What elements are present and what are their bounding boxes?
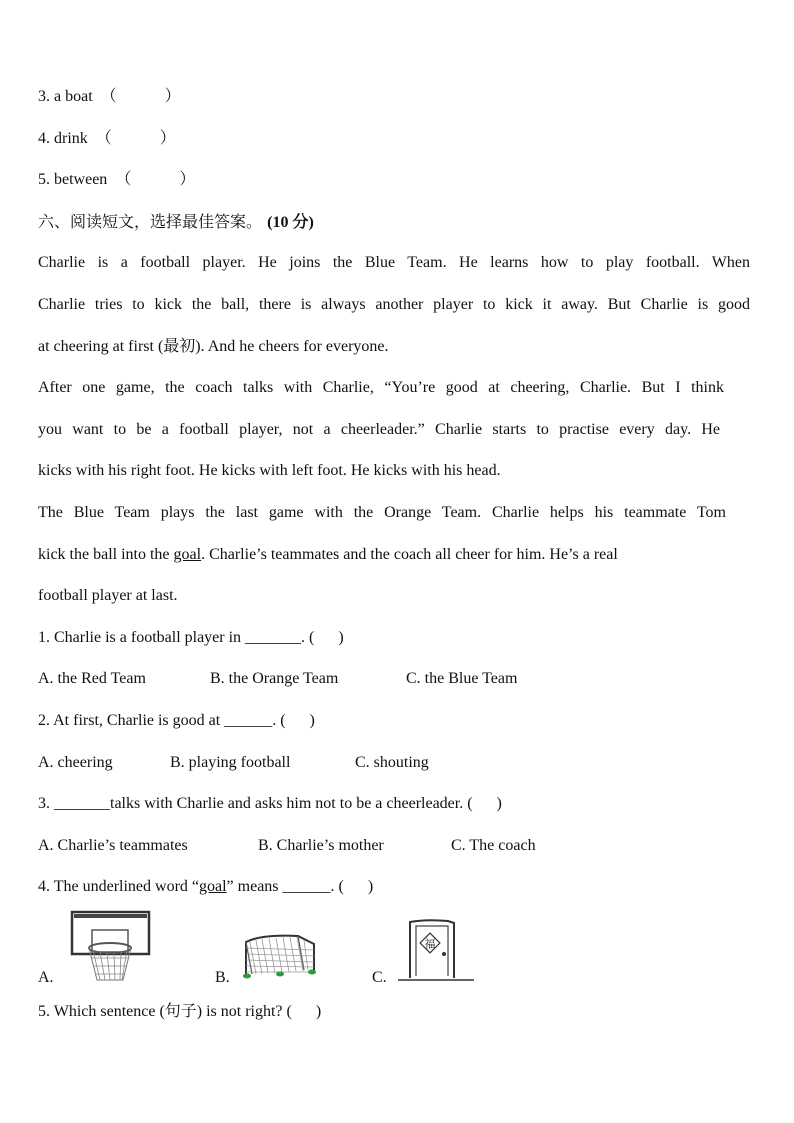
vocab-item-4 [38,129,176,149]
door-icon [396,918,476,984]
passage-line: Charlie is a football player. He joins the Blue Team. He learns how to play football. When [38,254,750,271]
option-b[interactable]: B. the Orange Team [210,670,339,687]
answer-blank[interactable]: （ ） [115,171,196,188]
option-a[interactable]: A. [38,969,54,986]
question-1: 1. Charlie is a football player in _______. ( ) [38,629,344,646]
football-goal-icon [242,932,318,980]
door-char: 福 [424,937,436,951]
section-title: 六、阅读短文，选择最佳答案。 [38,212,263,231]
passage-line: kicks with his right foot. He kicks with left foot. He kicks with his head. [38,462,501,479]
option-b[interactable]: B. [215,969,230,986]
answer-blank[interactable]: （ ） [95,130,176,147]
passage-line: After one game, the coach talks with Charlie, “You’re good at cheering, Charlie. But I think [38,379,724,396]
option-c[interactable]: C. [372,969,387,986]
underlined-word-goal: goal [173,546,202,563]
vocab-word: 5. between [38,171,108,188]
question-5: 5. Which sentence (句子) is not right? ( ) [38,1003,322,1020]
basketball-hoop-icon [70,910,152,984]
option-c[interactable]: C. The coach [451,837,536,854]
passage-line: The Blue Team plays the last game with the Orange Team. Charlie helps his teammate Tom [38,504,726,521]
option-b[interactable]: B. Charlie’s mother [258,837,384,854]
section-heading [38,212,314,233]
passage-line [38,545,618,565]
option-a[interactable]: A. cheering [38,754,113,771]
option-b[interactable]: B. playing football [170,754,291,771]
option-a[interactable]: A. the Red Team [38,670,146,687]
vocab-item-3 [38,87,181,107]
section-points: (10 分) [267,214,314,231]
vocab-word: 3. a boat [38,88,93,105]
question-2: 2. At first, Charlie is good at ______. ( ) [38,712,315,729]
underlined-word-goal: goal [199,878,227,895]
passage-text: . Charlie’s teammates and the coach all cheer for him. He’s a real [201,546,618,563]
option-c[interactable]: C. shouting [355,754,429,771]
question-4 [38,877,373,897]
question-text: 4. The underlined word “ [38,878,199,895]
passage-line: Charlie tries to kick the ball, there is always another player to kick it away. But Charlie is good [38,296,750,313]
answer-blank[interactable]: （ ） [100,88,181,105]
passage-line: you want to be a football player, not a cheerleader.” Charlie starts to practise every day. He [38,421,720,438]
vocab-word: 4. drink [38,130,88,147]
option-c[interactable]: C. the Blue Team [406,670,518,687]
question-text: ” means ______. ( ) [226,878,374,895]
passage-text: kick the ball into the [38,546,174,563]
passage-line: football player at last. [38,587,178,604]
vocab-item-5 [38,170,195,190]
question-3: 3. _______talks with Charlie and asks him not to be a cheerleader. ( ) [38,795,502,812]
option-a[interactable]: A. Charlie’s teammates [38,837,188,854]
passage-line: at cheering at first (最初). And he cheers for everyone. [38,338,389,355]
